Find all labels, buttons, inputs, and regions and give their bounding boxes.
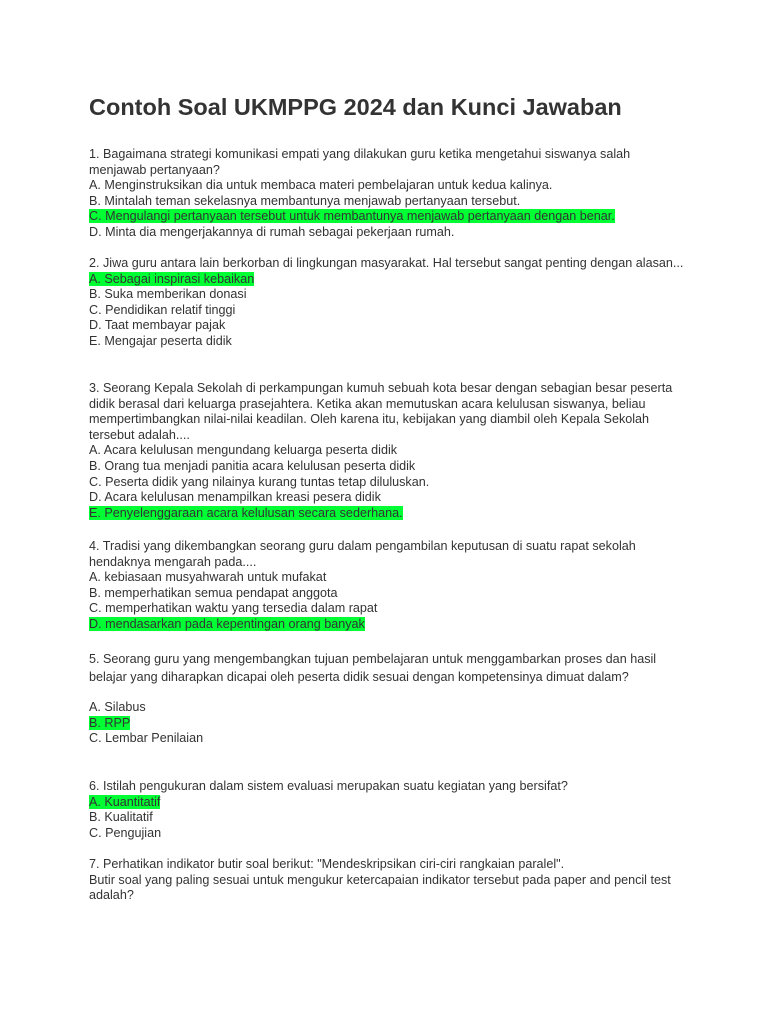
question-3 [89, 381, 689, 521]
page-title: Contoh Soal UKMPPG 2024 dan Kunci Jawaban [89, 94, 622, 120]
question-text: 5. Seorang guru yang mengembangkan tujuan pembelajaran untuk menggambarkan proses dan hasil belajar yang diharapkan dicapai oleh peserta didik sesuai dengan kompetensinya dimuat dalam? [89, 652, 657, 684]
option-text: A. kebiasaan musyahwarah untuk mufakat [89, 570, 327, 585]
option-text: B. Kualitatif [89, 810, 153, 825]
option-list [89, 272, 689, 350]
answer-highlight: B. RPP [89, 715, 131, 730]
option-b [89, 459, 689, 475]
option-c [89, 731, 689, 747]
question-text: 4. Tradisi yang dikembangkan seorang guru dalam pengambilan keputusan di suatu rapat sekolah hendaknya mengarah pada.... [89, 539, 636, 569]
answer-highlight: D. mendasarkan pada kepentingan orang banyak [89, 616, 365, 631]
option-text: B. memperhatikan semua pendapat anggota [89, 585, 338, 600]
option-a [89, 178, 689, 194]
option-list [89, 795, 689, 842]
option-b [89, 810, 689, 826]
question-text: 6. Istilah pengukuran dalam sistem evaluasi merupakan suatu kegiatan yang bersifat? [89, 779, 568, 793]
option-text: B. Orang tua menjadi panitia acara kelulusan peserta didik [89, 458, 416, 473]
option-e-answer [89, 506, 689, 522]
option-a-answer [89, 795, 689, 811]
option-b [89, 194, 689, 210]
option-e [89, 334, 689, 350]
option-c [89, 826, 689, 842]
option-d [89, 225, 689, 241]
question-1 [89, 147, 689, 241]
option-text: D. Taat membayar pajak [89, 318, 226, 333]
question-text: 2. Jiwa guru antara lain berkorban di lingkungan masyarakat. Hal tersebut sangat penting dengan alasan... [89, 256, 684, 270]
option-b [89, 287, 689, 303]
option-text: C. Peserta didik yang nilainya kurang tuntas tetap diluluskan. [89, 474, 430, 489]
option-text: D. Acara kelulusan menampilkan kreasi pesera didik [89, 490, 381, 505]
question-7 [89, 857, 689, 904]
option-a [89, 570, 689, 586]
question-text: 7. Perhatikan indikator butir soal berikut: "Mendeskripsikan ciri-ciri rangkaian paralel". [89, 857, 565, 871]
option-b [89, 586, 689, 602]
option-text: C. Pengujian [89, 825, 162, 840]
option-a [89, 443, 689, 459]
option-c [89, 303, 689, 319]
option-text: D. Minta dia mengerjakannya di rumah sebagai pekerjaan rumah. [89, 224, 455, 239]
question-5 [89, 650, 689, 747]
question-4 [89, 539, 689, 633]
question-text: 1. Bagaimana strategi komunikasi empati yang dilakukan guru ketika mengetahui siswanya salah menjawab pertanyaan? [89, 147, 631, 177]
option-a-answer [89, 272, 689, 288]
document-content [89, 0, 689, 1024]
question-6 [89, 779, 689, 841]
option-a [89, 700, 689, 716]
option-text: B. Mintalah teman sekelasnya membantunya menjawab pertanyaan tersebut. [89, 193, 521, 208]
option-list [89, 443, 689, 521]
option-text: B. Suka memberikan donasi [89, 287, 247, 302]
option-c [89, 475, 689, 491]
option-text: C. Lembar Penilaian [89, 731, 204, 746]
option-text: A. Acara kelulusan mengundang keluarga peserta didik [89, 443, 398, 458]
answer-highlight: E. Penyelenggaraan acara kelulusan secara sederhana. [89, 505, 403, 520]
option-text: E. Mengajar peserta didik [89, 333, 232, 348]
option-text: A. Menginstruksikan dia untuk membaca materi pembelajaran untuk kedua kalinya. [89, 178, 553, 193]
option-d [89, 318, 689, 334]
option-d [89, 490, 689, 506]
option-b-answer [89, 716, 689, 732]
option-text: C. memperhatikan waktu yang tersedia dalam rapat [89, 601, 378, 616]
option-c-answer [89, 209, 689, 225]
answer-highlight: C. Mengulangi pertanyaan tersebut untuk membantunya menjawab pertanyaan dengan benar. [89, 209, 615, 224]
option-text: A. Silabus [89, 700, 146, 714]
option-list [89, 570, 689, 632]
question-2 [89, 256, 689, 350]
option-list [89, 178, 689, 240]
option-c [89, 601, 689, 617]
answer-highlight: A. Kuantitatif [89, 794, 161, 809]
question-text: 3. Seorang Kepala Sekolah di perkampungan kumuh sebuah kota besar dengan sebagian besar peserta didik berasal dari keluarga prasejahtera. Ketika akan memutuskan acara kelulusan siswanya, beliau mempertimbangkan nilai-nilai keadilan. Oleh karena itu, kebijakan yang diambil oleh Kepala Sekolah tersebut adalah.... [89, 381, 673, 442]
option-text: C. Pendidikan relatif tinggi [89, 302, 236, 317]
question-text-continued: Butir soal yang paling sesuai untuk mengukur ketercapaian indikator tersebut pada paper and pencil test adalah? [89, 872, 671, 903]
option-list [89, 700, 689, 747]
option-d-answer [89, 617, 689, 633]
answer-highlight: A. Sebagai inspirasi kebaikan [89, 271, 255, 286]
